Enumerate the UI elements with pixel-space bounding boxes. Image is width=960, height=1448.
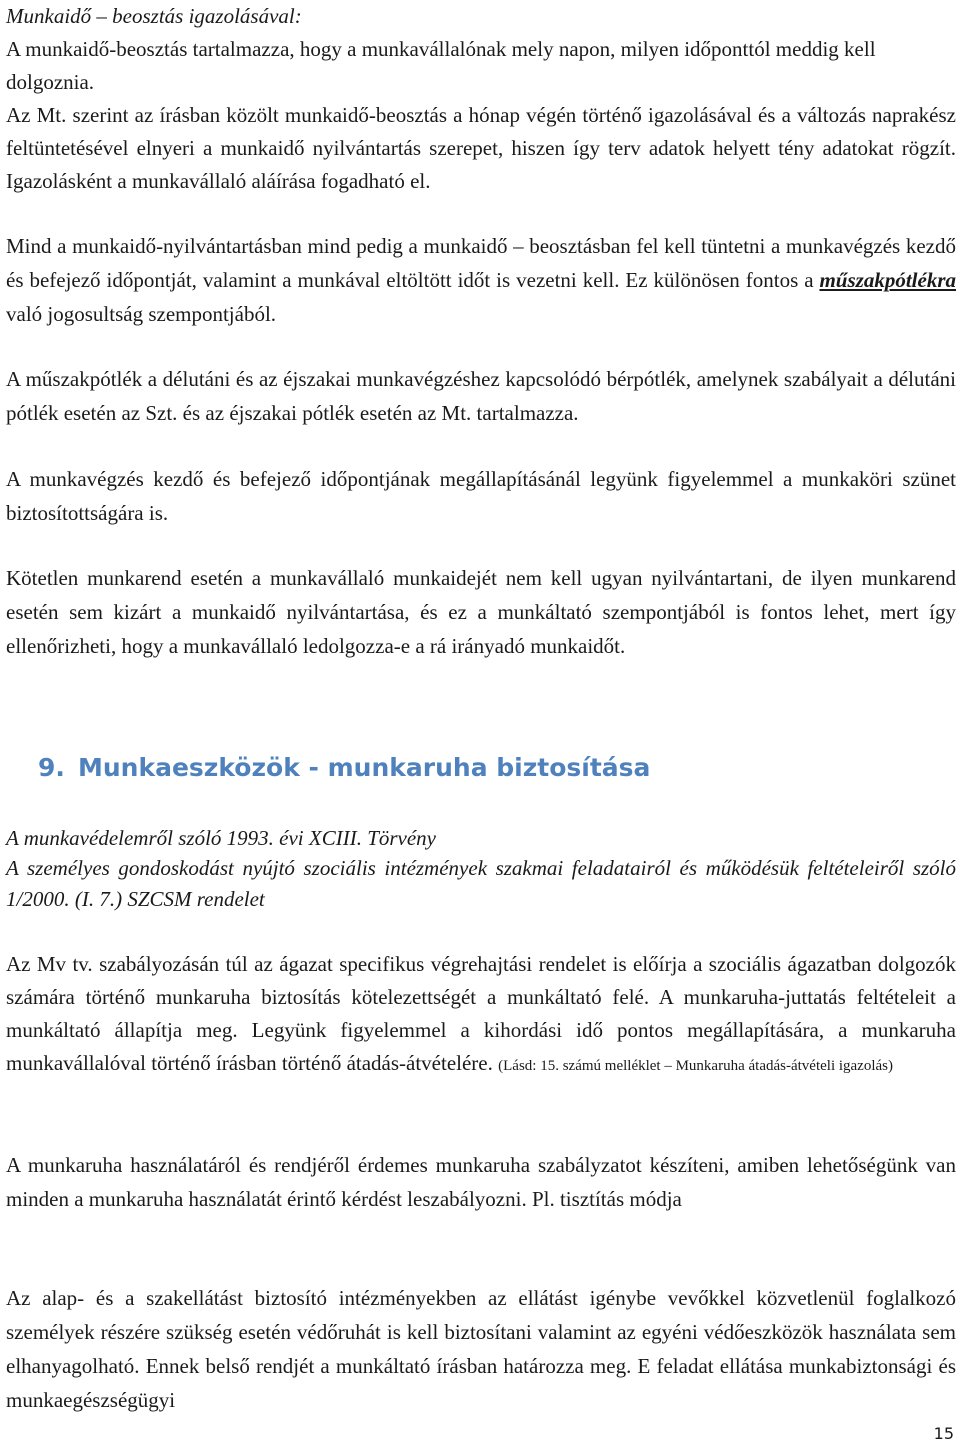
paragraph-text: Mind a munkaidő-nyilvántartásban mind pedig a munkaidő – beosztásban fel kell tüntetni a munkavégzés kezdő és befejező időpontját, valamint a munkával eltöltött időt is vezetni kell. Ez különösen fontos a bbox=[6, 234, 956, 292]
section-heading bbox=[38, 748, 650, 788]
paragraph-text: Az Mv tv. szabályozásán túl az ágazat specifikus végrehajtási rendelet is előírja a szociális ágazatban dolgozók számára történő munkaruha biztosítás kötelezettségét a munkáltató felé. A munkaruha-juttatás feltételeit a munkáltató állapítja meg. Legyünk figyelemmel a kihordási idő pontos megállapítására, a munkaruha munkavállalóval történő írásban történő átadás-átvételére. bbox=[6, 952, 956, 1075]
section-title: Munkaeszközök - munkaruha biztosítása bbox=[78, 753, 651, 782]
page-number: 15 bbox=[933, 1424, 954, 1443]
paragraph-schedule-content: A munkaidő-beosztás tartalmazza, hogy a munkavállalónak mely napon, milyen időponttól meddig kell dolgoznia. bbox=[6, 37, 876, 94]
worktime-subtitle: Munkaidő – beosztás igazolásával: bbox=[6, 4, 302, 28]
emphasis-shift-allowance: műszakpótlékra bbox=[819, 268, 956, 292]
paragraph-schedule-certification: Az Mt. szerint az írásban közölt munkaidő-beosztás a hónap végén történő igazolásával és a változás naprakész feltüntetésével elnyeri a munkaidő nyilvántartás szerepet, hiszen így terv adatok helyett tény adatokat rögzít. Igazolásként a munkavállaló aláírása fogadható el. bbox=[6, 103, 956, 193]
paragraph-protective-clothing: Az alap- és a szakellátást biztosító intézményekben az ellátást igénybe vevőkkel közvetlenül foglalkozó személyek részére szükség esetén védőruhát is kell biztosítani valamint az egyéni védőeszközök használata sem elhanyagolható. Ennek belső rendjét a munkáltató írásban határozza meg. E feladat ellátása munkabiztonsági és munkaegészségügyi bbox=[6, 1286, 956, 1412]
section-number: 9. bbox=[38, 753, 65, 782]
annex-reference: (Lásd: 15. számú melléklet – Munkaruha átadás-átvételi igazolás) bbox=[498, 1058, 893, 1074]
paragraph-shift-allowance: A műszakpótlék a délutáni és az éjszakai munkavégzéshez kapcsolódó bérpótlék, amelynek szabályait a délutáni pótlék esetén az Szt. és az éjszakai pótlék esetén az Mt. tartalmazza. bbox=[6, 367, 956, 425]
law-reference-1: A munkavédelemről szóló 1993. évi XCIII. Törvény bbox=[6, 826, 437, 850]
paragraph-flexible-schedule: Kötetlen munkarend esetén a munkavállaló munkaidejét nem kell ugyan nyilvántartani, de ilyen munkarend esetén sem kizárt a munkaidő nyilvántartása, és ez a munkáltató szempontjából is fontos lehet, mert így ellenőrizheti, hogy a munkavállaló ledolgozza-e a rá irányadó munkaidőt. bbox=[6, 566, 956, 658]
paragraph-workwear-rules: A munkaruha használatáról és rendjéről érdemes munkaruha szabályzatot készíteni, amiben lehetőségünk van minden a munkaruha használatát érintő kérdést leszabályozni. Pl. tisztítás módja bbox=[6, 1153, 956, 1211]
paragraph-recording-requirement bbox=[6, 229, 956, 331]
law-reference-2: A személyes gondoskodást nyújtó szociális intézmények szakmai feladatairól és működésük feltételeiről szóló 1/2000. (I. 7.) SZCSM rendelet bbox=[6, 856, 956, 911]
paragraph-text: való jogosultság szempontjából. bbox=[6, 302, 277, 326]
paragraph-break-time: A munkavégzés kezdő és befejező időpontjának megállapításánál legyünk figyelemmel a munkaköri szünet biztosítottságára is. bbox=[6, 467, 956, 525]
paragraph-workwear-obligation bbox=[6, 948, 956, 1083]
